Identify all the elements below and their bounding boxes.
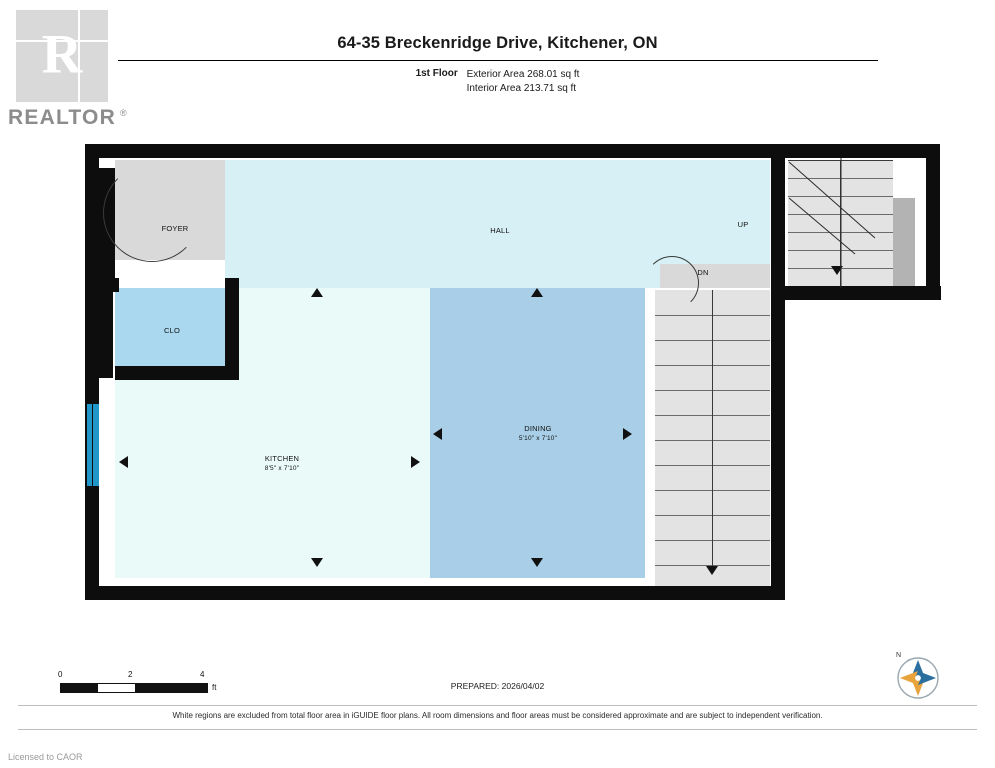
arrow-dining-bottom — [531, 558, 543, 567]
floor-plan — [85, 138, 945, 618]
stairs-up-diagonals — [785, 158, 945, 293]
scale-tick-2: 2 — [128, 670, 133, 679]
label-closet: CLO — [163, 326, 181, 335]
wall-closet-right — [225, 278, 239, 378]
wall-right-lower — [771, 286, 785, 600]
page-title: 64-35 Breckenridge Drive, Kitchener, ON — [337, 34, 658, 52]
stairs-down-arrow — [706, 566, 718, 575]
compass-north-label: N — [896, 652, 902, 659]
window-mullion — [92, 404, 93, 486]
wall-bottom — [85, 586, 785, 600]
label-foyer: FOYER — [161, 224, 189, 233]
license-text: Licensed to CAOR — [8, 752, 83, 762]
wall-top — [85, 144, 940, 158]
wall-closet-corner — [225, 278, 239, 292]
disclaimer-divider-top — [18, 705, 977, 706]
disclaimer-divider-bottom — [18, 729, 977, 730]
compass-icon — [895, 655, 941, 701]
arrow-kitchen-right — [411, 456, 420, 468]
arrow-dining-top — [531, 288, 543, 297]
wall-left-notch — [99, 278, 113, 378]
arrow-kitchen-left — [119, 456, 128, 468]
label-up: UP — [737, 220, 749, 229]
door-foyer-arc — [103, 164, 201, 262]
label-hall: HALL — [490, 226, 510, 235]
scale-tick-0: 0 — [58, 670, 63, 679]
wall-left — [85, 144, 99, 600]
arrow-dining-right — [623, 428, 632, 440]
registered-trademark-symbol: ® — [120, 108, 127, 118]
interior-area: Interior Area 213.71 sq ft — [466, 83, 577, 94]
scale-tick-4: 4 — [200, 670, 205, 679]
scale-unit: ft — [212, 683, 217, 692]
arrow-kitchen-top — [311, 288, 323, 297]
prepared-date: PREPARED: 2026/04/02 — [450, 681, 545, 691]
label-dn: DN — [697, 268, 709, 277]
arrow-kitchen-bottom — [311, 558, 323, 567]
floor-summary — [0, 68, 995, 96]
stairs-down — [655, 290, 770, 590]
realtor-wordmark: REALTOR — [8, 106, 116, 129]
logo-letter: R — [41, 23, 83, 86]
arrow-dining-left — [433, 428, 442, 440]
exterior-area: Exterior Area 268.01 sq ft — [466, 69, 580, 80]
floor-name: 1st Floor — [415, 68, 458, 79]
title-divider — [118, 60, 878, 61]
disclaimer-text: White regions are excluded from total floor area in iGUIDE floor plans. All room dimensions and floor areas must be considered approximate and are subject to independent verification. — [172, 711, 823, 720]
wall-hall-right — [771, 144, 785, 290]
label-kitchen: KITCHEN 8'5" x 7'10" — [264, 454, 300, 472]
label-dining: DINING 5'10" x 7'10" — [518, 424, 558, 442]
door-stair-arc — [645, 256, 699, 310]
window-left — [87, 404, 99, 486]
wall-closet-bottom — [115, 366, 239, 380]
